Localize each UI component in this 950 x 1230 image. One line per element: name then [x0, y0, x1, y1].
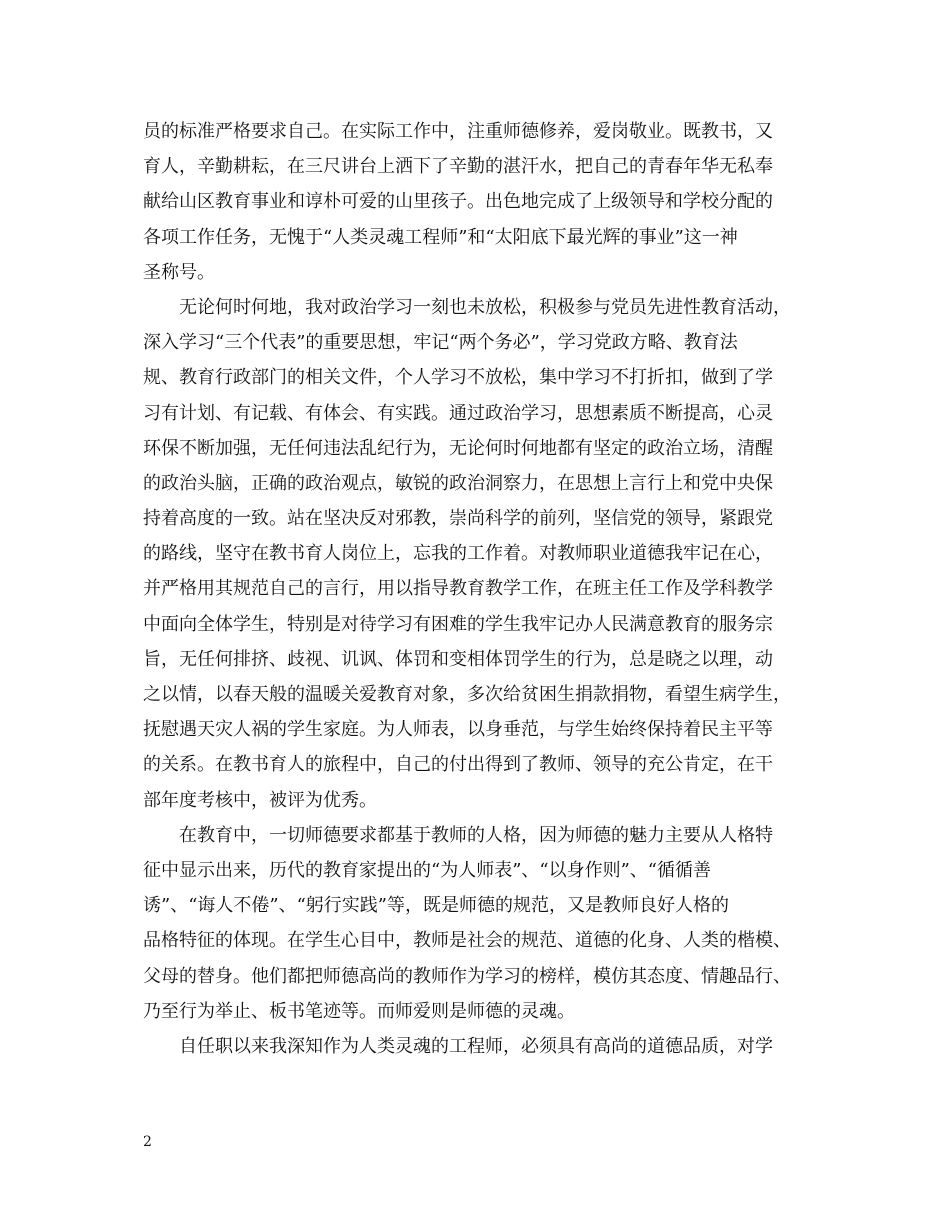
text-line: 中面向全体学生，特别是对待学习有困难的学生我牢记办人民满意教育的服务宗 [143, 613, 773, 635]
text-line: 各项工作任务，无愧于“人类灵魂工程师”和“太阳底下最光辉的事业”这一神 [143, 226, 738, 248]
text-line: 部年度考核中，被评为优秀。 [143, 789, 377, 811]
text-line: 诱”、“诲人不倦”、“躬行实践”等，既是师德的规范，又是教师良好人格的 [143, 895, 730, 917]
text-line: 规、教育行政部门的相关文件，个人学习不放松，集中学习不打折扣，做到了学 [143, 367, 773, 389]
text-line: 旨，无任何排挤、歧视、讥讽、体罚和变相体罚学生的行为，总是晓之以理，动 [143, 648, 773, 670]
text-line: 乃至行为举止、板书笔迹等。而师爱则是师德的灵魂。 [143, 1000, 575, 1022]
page-number: 2 [143, 1134, 152, 1150]
text-line: 环保不断加强，无任何违法乱纪行为，无论何时何地都有坚定的政治立场，清醒 [143, 437, 773, 459]
text-line: 在教育中，一切师德要求都基于教师的人格，因为师德的魅力主要从人格特 [143, 824, 773, 846]
text-line: 并严格用其规范自己的言行，用以指导教育教学工作，在班主任工作及学科教学 [143, 578, 773, 600]
text-line: 员的标准严格要求自己。在实际工作中，注重师德修养，爱岗敬业。既教书，又 [143, 121, 773, 142]
body-text [143, 114, 843, 1064]
text-line: 圣称号。 [143, 261, 215, 283]
text-line: 深入学习“三个代表”的重要思想，牢记“两个务必”，学习党政方略、教育法 [143, 332, 738, 354]
text-line: 持着高度的一致。站在坚决反对邪教，崇尚科学的前列，坚信党的领导，紧跟党 [143, 508, 773, 530]
text-line: 育人，辛勤耕耘，在三尺讲台上洒下了辛勤的湛汗水，把自己的青春年华无私奉 [143, 156, 773, 178]
text-line: 献给山区教育事业和谆朴可爱的山里孩子。出色地完成了上级领导和学校分配的 [143, 191, 773, 213]
text-line: 的关系。在教书育人的旅程中，自己的付出得到了教师、领导的充公肯定，在干 [143, 754, 773, 776]
text-line: 征中显示出来，历代的教育家提出的“为人师表”、“以身作则”、“循循善 [143, 859, 712, 881]
text-line: 自任职以来我深知作为人类灵魂的工程师，必须具有高尚的道德品质，对学 [143, 1035, 773, 1057]
text-line: 品格特征的体现。在学生心目中，教师是社会的规范、道德的化身、人类的楷模、 [143, 930, 791, 952]
text-line: 的政治头脑，正确的政治观点，敏锐的政治洞察力，在思想上言行上和党中央保 [143, 472, 773, 494]
text-line: 父母的替身。他们都把师德高尚的教师作为学习的榜样，模仿其态度、情趣品行、 [143, 965, 791, 987]
text-line: 无论何时何地，我对政治学习一刻也未放松，积极参与党员先进性教育活动， [143, 296, 791, 318]
text-line: 之以情，以春天般的温暖关爱教育对象，多次给贫困生捐款捐物，看望生病学生， [143, 684, 791, 705]
text-line: 习有计划、有记载、有体会、有实践。通过政治学习，思想素质不断提高，心灵 [143, 402, 773, 424]
text-line: 的路线，坚守在教书育人岗位上，忘我的工作着。对教师职业道德我牢记在心， [143, 543, 773, 565]
text-line: 抚慰遇天灾人祸的学生家庭。为人师表，以身垂范，与学生始终保持着民主平等 [143, 719, 773, 741]
